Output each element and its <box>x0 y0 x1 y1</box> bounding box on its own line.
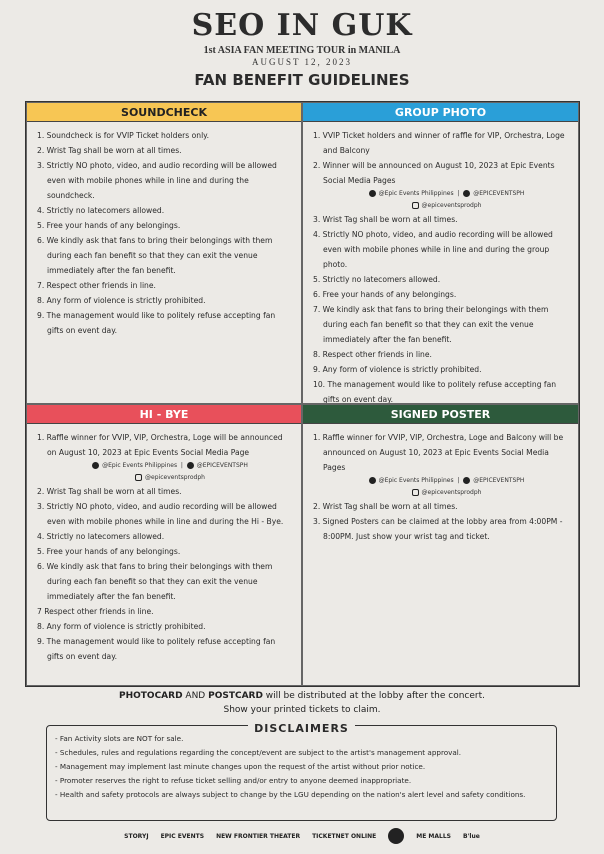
twitter-icon <box>463 477 470 484</box>
list-item: 9. The management would like to politely refuse accepting fan gifts on event day. <box>37 637 276 661</box>
facebook-handle: @Epic Events Philippines <box>102 462 178 469</box>
disclaimers-list <box>55 732 548 802</box>
twitter-handle: @EPICEVENTSPH <box>473 190 525 197</box>
facebook-icon <box>369 190 376 197</box>
photocard-line-2: Show your printed tickets to claim. <box>223 705 381 715</box>
soundcheck-list <box>27 122 301 338</box>
epic-events-logo: EPIC EVENTS <box>160 832 205 840</box>
header <box>0 0 604 89</box>
social-handles: @Epic Events Philippines | @EPICEVENTSPH @epiceventsprodph <box>313 188 570 212</box>
list-item: 2. Wrist Tag shall be worn at all times. <box>313 502 458 511</box>
event-date: AUGUST 12, 2023 <box>251 57 353 67</box>
list-item: 4. Strictly no latecomers allowed. <box>37 206 165 215</box>
twitter-icon <box>463 190 470 197</box>
list-item: 6. We kindly ask that fans to bring their belongings with them during each fan benefit so that they can exit the venue immediately after the fan benefit. <box>37 562 273 601</box>
list-item: 4. Strictly no latecomers allowed. <box>37 532 165 541</box>
list-item: 7. We kindly ask that fans to bring their belongings with them during each fan benefit so that they can exit the venue immediately after the fan benefit. <box>313 305 549 344</box>
ticketnet-logo: TICKETNET ONLINE <box>312 832 377 840</box>
social-handles: @Epic Events Philippines | @EPICEVENTSPH @epiceventsprodph <box>37 460 293 484</box>
list-item: 6. We kindly ask that fans to bring their belongings with them during each fan benefit so that they can exit the venue immediately after the fan benefit. <box>37 236 273 275</box>
new-frontier-logo: NEW FRONTIER THEATER <box>216 832 301 840</box>
facebook-handle: @Epic Events Philippines <box>378 190 454 197</box>
list-item: 8. Respect other friends in line. <box>313 350 432 359</box>
group-photo-list <box>303 122 578 404</box>
list-item: 1. Raffle winner for VVIP, VIP, Orchestra, Loge will be announced on August 10, 2023 at Epic Events Social Media Page <box>37 433 283 457</box>
list-item: 10. The management would like to politely refuse accepting fan gifts on event day. <box>313 380 557 404</box>
list-item: 6. Free your hands of any belongings. <box>313 290 457 299</box>
list-item: 4. Strictly NO photo, video, and audio recording will be allowed even with mobile phones while in line and during the group photo. <box>313 230 553 269</box>
list-item: - Fan Activity slots are NOT for sale. <box>55 734 184 743</box>
list-item: - Management may implement last minute changes upon the request of the artist without prior notice. <box>55 762 426 771</box>
round-sponsor-logo <box>388 828 404 844</box>
group-photo-section <box>302 102 579 404</box>
list-item: 3. Wrist Tag shall be worn at all times. <box>313 215 458 224</box>
list-item: 3. Strictly NO photo, video, and audio recording will be allowed even with mobile phones while in line and during the Hi - Bye. <box>37 502 284 526</box>
list-item: 1. Soundcheck is for VVIP Ticket holders only. <box>37 131 210 140</box>
list-item: 7 Respect other friends in line. <box>37 607 154 616</box>
list-item: - Schedules, rules and regulations regarding the concept/event are subject to the artist's management approval. <box>55 748 462 757</box>
photocard-notice <box>0 689 604 717</box>
signed-poster-header: SIGNED POSTER <box>303 405 578 424</box>
list-item: - Promoter reserves the right to refuse ticket selling and/or entry to anyone deemed inappropriate. <box>55 776 412 785</box>
signed-poster-section <box>302 404 579 686</box>
facebook-icon <box>369 477 376 484</box>
instagram-handle: @epiceventsprodph <box>421 202 482 209</box>
me-malls-logo: ME MALLS <box>416 832 451 840</box>
list-item: 7. Respect other friends in line. <box>37 281 156 290</box>
blue-logo: B'lue <box>463 832 480 840</box>
disclaimers-title-wrap <box>47 717 556 736</box>
event-subtitle: 1st ASIA FAN MEETING TOUR in MANILA <box>203 45 401 56</box>
storyj-logo: STORYJ <box>124 832 149 840</box>
postcard-bold: POSTCARD <box>208 691 263 701</box>
twitter-icon <box>187 462 194 469</box>
hi-bye-section <box>26 404 302 686</box>
instagram-handle: @epiceventsprodph <box>421 489 482 496</box>
list-item: 8. Any form of violence is strictly prohibited. <box>37 296 206 305</box>
guidelines-title: FAN BENEFIT GUIDELINES <box>194 71 410 89</box>
photocard-and: AND <box>182 691 209 701</box>
signed-poster-list <box>303 424 578 544</box>
list-item: 5. Strictly no latecomers allowed. <box>313 275 441 284</box>
disclaimers-box <box>46 722 557 821</box>
twitter-handle: @EPICEVENTSPH <box>196 462 248 469</box>
instagram-icon <box>412 489 419 496</box>
list-item: 2. Wrist Tag shall be worn at all times. <box>37 146 182 155</box>
group-photo-header: GROUP PHOTO <box>303 103 578 122</box>
instagram-handle: @epiceventsprodph <box>145 474 205 481</box>
sponsor-logos <box>0 828 604 844</box>
hi-bye-header: HI - BYE <box>27 405 301 424</box>
list-item: 9. Any form of violence is strictly prohibited. <box>313 365 482 374</box>
list-item: 1. VVIP Ticket holders and winner of raffle for VIP, Orchestra, Loge and Balcony <box>313 131 565 155</box>
instagram-icon <box>135 474 142 481</box>
list-item: 9. The management would like to politely refuse accepting fan gifts on event day. <box>37 311 276 335</box>
photocard-line-1 <box>0 689 604 703</box>
list-item: 3. Signed Posters can be claimed at the lobby area from 4:00PM - 8:00PM. Just show your wrist tag and ticket. <box>313 517 563 541</box>
page-title: SEO IN GUK <box>191 8 413 43</box>
list-item: 2. Winner will be announced on August 10, 2023 at Epic Events Social Media Pages <box>313 161 555 185</box>
twitter-handle: @EPICEVENTSPH <box>473 477 525 484</box>
list-item: 3. Strictly NO photo, video, and audio recording will be allowed even with mobile phones while in line and during the soundcheck. <box>37 161 277 200</box>
facebook-handle: @Epic Events Philippines <box>378 477 454 484</box>
instagram-icon <box>412 202 419 209</box>
soundcheck-section <box>26 102 302 404</box>
list-item: 5. Free your hands of any belongings. <box>37 547 181 556</box>
list-item: 2. Wrist Tag shall be worn at all times. <box>37 487 182 496</box>
hi-bye-list <box>27 424 301 664</box>
list-item: 8. Any form of violence is strictly prohibited. <box>37 622 206 631</box>
photocard-bold: PHOTOCARD <box>119 691 183 701</box>
list-item: 1. Raffle winner for VVIP, VIP, Orchestra, Loge and Balcony will be announced on August 10, 2023 at Epic Events Social Media Pages <box>313 433 564 472</box>
disclaimers-title: DISCLAIMERS <box>248 722 355 735</box>
list-item: 5. Free your hands of any belongings. <box>37 221 181 230</box>
benefits-grid <box>25 101 580 687</box>
soundcheck-header: SOUNDCHECK <box>27 103 301 122</box>
facebook-icon <box>92 462 99 469</box>
list-item: - Health and safety protocols are always subject to change by the LGU depending on the nation's alert level and safety conditions. <box>55 790 526 799</box>
photocard-rest: will be distributed at the lobby after the concert. <box>262 691 485 701</box>
social-handles: @Epic Events Philippines | @EPICEVENTSPH @epiceventsprodph <box>313 475 570 499</box>
